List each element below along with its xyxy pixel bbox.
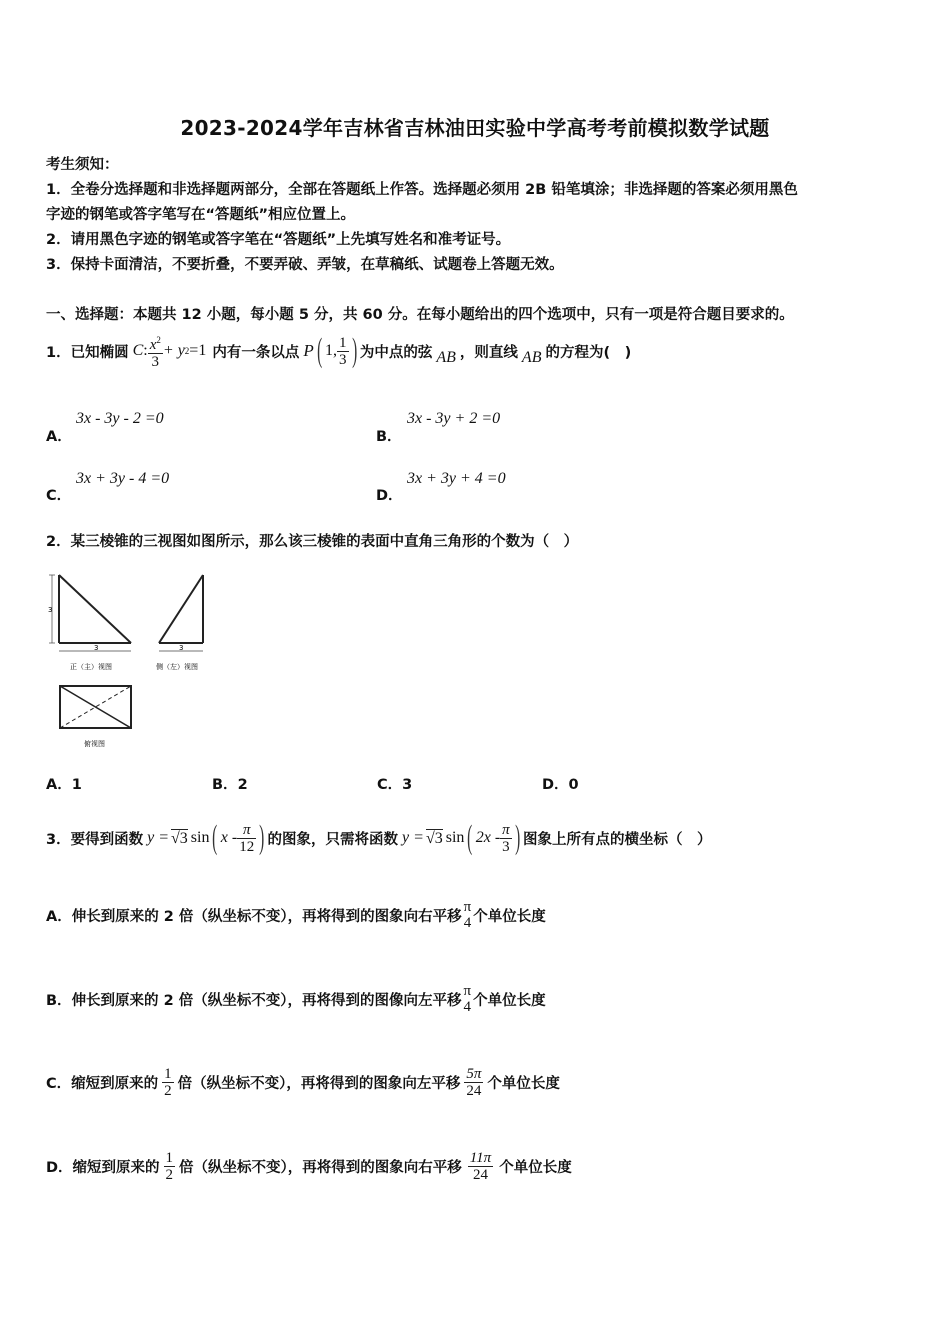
q3-option-b-post: 个单位长度: [473, 992, 546, 1009]
q1-mid2: 为中点的弦: [359, 344, 433, 361]
q1-frac-num: 1: [339, 334, 347, 351]
q1-frac-den: 3: [339, 351, 347, 368]
q3-f1-sqrt: √3: [171, 829, 188, 847]
notice-line-1b: 字迹的钢笔或答字笔写在“答题纸”相应位置上。: [46, 207, 356, 223]
q3-mid: 的图象，只需将函数: [267, 831, 399, 848]
q1-option-b-label: B．: [376, 429, 402, 445]
q1-option-a-expr: 3x - 3y - 2 =0: [76, 410, 164, 427]
q3-option-c-den: 24: [464, 1082, 483, 1099]
q3-option-d-text-2: 倍（纵坐标不变），再将得到的图象向右平移: [179, 1159, 462, 1176]
q3-f2-frac: [500, 822, 512, 855]
q2-option-d: D．0: [542, 777, 579, 793]
q1-plus-y: + y: [162, 342, 185, 359]
q2-option-b-value: 2: [237, 777, 248, 793]
q3-option-c-frac: [464, 1066, 483, 1099]
q3-f1-den: 12: [239, 838, 255, 855]
q3-option-a-frac: [462, 899, 474, 931]
notice-line-3: 3．保持卡面清洁，不要折叠，不要弄破、弄皱，在草稿纸、试题卷上答题无效。: [46, 257, 564, 273]
front-height-dim: 3: [48, 606, 53, 614]
q3-f1-sin: sin: [190, 829, 210, 846]
section-heading: 一、选择题：本题共 12 小题，每小题 5 分，共 60 分。在每小题给出的四个选项中，只有一项是符合题目要求的。: [46, 307, 794, 323]
q2-option-c-value: 3: [402, 777, 413, 793]
q1-exp-y: 2: [184, 346, 190, 356]
q3-f2-paren-right: ): [514, 819, 520, 856]
q3-f1-arg: x -: [220, 829, 238, 846]
question-3: [46, 808, 712, 868]
q2-option-c: C．3: [377, 777, 413, 793]
q3-suffix: 图象上所有点的横坐标（ ）: [523, 831, 712, 848]
question-2: 2．某三棱锥的三视图如图所示，那么该三棱锥的表面中直角三角形的个数为（ ）: [46, 534, 579, 550]
q3-option-c-num: 5π: [466, 1065, 482, 1082]
q3-option-c-hden: 2: [164, 1082, 172, 1099]
q3-option-b-num: π: [463, 983, 472, 999]
q3-option-a-post: 个单位长度: [473, 908, 546, 925]
top-view-label: 俯视图: [84, 740, 105, 748]
q1-c: C: [132, 342, 144, 359]
q3-option-a-text: 伸长到原来的 2 倍（纵坐标不变），再将得到的图象向右平移: [71, 908, 462, 925]
q1-option-b-expr: 3x - 3y + 2 =0: [407, 410, 501, 427]
q1-exp-x: 2: [156, 335, 161, 345]
q3-option-d-frac: [468, 1150, 493, 1183]
front-width-dim: 3: [94, 644, 99, 652]
side-view-label: 侧（左）视图: [156, 663, 198, 671]
q3-option-b-frac: [462, 983, 474, 1015]
q3-option-b-text: 伸长到原来的 2 倍（纵坐标不变），再将得到的图像向左平移: [71, 992, 462, 1009]
q3-f1-lhs: y =: [147, 829, 169, 846]
q3-option-d-hden: 2: [165, 1166, 174, 1183]
q2-option-d-value: 0: [568, 777, 579, 793]
question-1: [46, 326, 631, 376]
q1-suffix: 的方程为( ): [545, 344, 632, 361]
q1-one: 1,: [325, 342, 338, 359]
side-width-dim: 3: [179, 644, 184, 652]
q1-ab-2: AB: [521, 349, 542, 366]
top-view: [60, 686, 131, 728]
q3-f2-paren-left: (: [467, 819, 473, 856]
q1-three: 3: [148, 353, 163, 370]
q3-option-c-text-1: 缩短到原来的: [71, 1075, 159, 1092]
q3-option-b-den: 4: [463, 999, 472, 1015]
q3-option-a-den: 4: [463, 915, 472, 931]
q3-option-d-label: D．: [46, 1159, 73, 1176]
q1-x2-over-3: [148, 332, 163, 370]
page-title: 2023-2024学年吉林省吉林油田实验中学高考考前模拟数学试题: [180, 116, 770, 140]
q3-option-c-text-2: 倍（纵坐标不变），再将得到的图象向左平移: [177, 1075, 461, 1092]
q3-option-d-num: 11π: [469, 1149, 492, 1166]
q3-option-c-label: C．: [46, 1075, 72, 1092]
q3-option-d-post: 个单位长度: [499, 1159, 572, 1176]
q1-paren-left: (: [316, 332, 322, 369]
q1-mid1: 内有一条以点: [212, 344, 300, 361]
q3-f2-num: π: [502, 821, 510, 838]
q1-option-d-expr: 3x + 3y + 4 =0: [407, 470, 506, 487]
q3-option-a-num: π: [463, 899, 472, 915]
q3-option-d-half: [164, 1150, 176, 1183]
q1-x: x: [149, 337, 157, 353]
q3-option-a: [46, 890, 546, 940]
front-view-label: 正（主）视图: [70, 663, 112, 671]
q1-ab-1: AB: [436, 349, 456, 366]
q1-paren-right: ): [351, 332, 357, 369]
q3-option-d-hnum: 1: [165, 1149, 174, 1166]
three-view-figure: [46, 568, 216, 750]
q2-option-a: A．1: [46, 777, 82, 793]
q3-option-d: [46, 1141, 572, 1191]
q1-one-third: [337, 335, 349, 368]
q3-prefix: 3．要得到函数: [46, 831, 144, 848]
q3-option-c-hnum: 1: [164, 1065, 172, 1082]
q3-f2-sqrt: √3: [425, 829, 443, 847]
q1-option-c-label: C．: [46, 488, 72, 504]
front-view: [49, 575, 131, 651]
q1-prefix: 1．已知椭圆: [46, 344, 129, 361]
q3-f1-paren-right: ): [259, 819, 265, 856]
q2-option-a-value: 1: [71, 777, 82, 793]
q1-option-a-label: A．: [46, 429, 72, 445]
q3-option-b: [46, 974, 546, 1024]
notice-heading: 考生须知：: [46, 157, 119, 173]
q3-f2-lhs: y =: [402, 829, 424, 846]
q3-option-c-half: [162, 1066, 174, 1099]
q1-eq1: =1: [189, 342, 207, 359]
q3-option-d-text-1: 缩短到原来的: [72, 1159, 160, 1176]
q3-f1-num: π: [242, 821, 251, 838]
q2-option-b: B．2: [212, 777, 248, 793]
q1-colon: :: [143, 342, 148, 359]
q3-f2-den: 3: [500, 838, 512, 855]
q3-f1-paren-left: (: [212, 819, 218, 856]
q1-p: P: [303, 341, 314, 360]
notice-line-2: 2．请用黑色字迹的钢笔或答字笔在“答题纸”上先填写姓名和准考证号。: [46, 232, 511, 248]
q1-option-d-label: D．: [376, 488, 403, 504]
q3-f1-frac: [237, 822, 256, 855]
q1-mid3: ，则直线: [459, 344, 518, 361]
notice-line-1a: 1．全卷分选择题和非选择题两部分，全部在答题纸上作答。选择题必须用 2B 铅笔填涂；非选择题的答案必须用黑色: [46, 182, 798, 198]
q3-option-c-post: 个单位长度: [487, 1075, 560, 1092]
q3-option-d-den: 24: [468, 1166, 493, 1183]
side-view: [159, 575, 203, 651]
q3-option-c: [46, 1057, 560, 1107]
q1-option-c-expr: 3x + 3y - 4 =0: [76, 470, 170, 487]
q3-option-a-label: A．: [46, 908, 72, 925]
q3-f2-arg: 2x -: [475, 829, 501, 846]
q3-f2-sin: sin: [445, 829, 465, 846]
q3-option-b-label: B．: [46, 992, 72, 1009]
